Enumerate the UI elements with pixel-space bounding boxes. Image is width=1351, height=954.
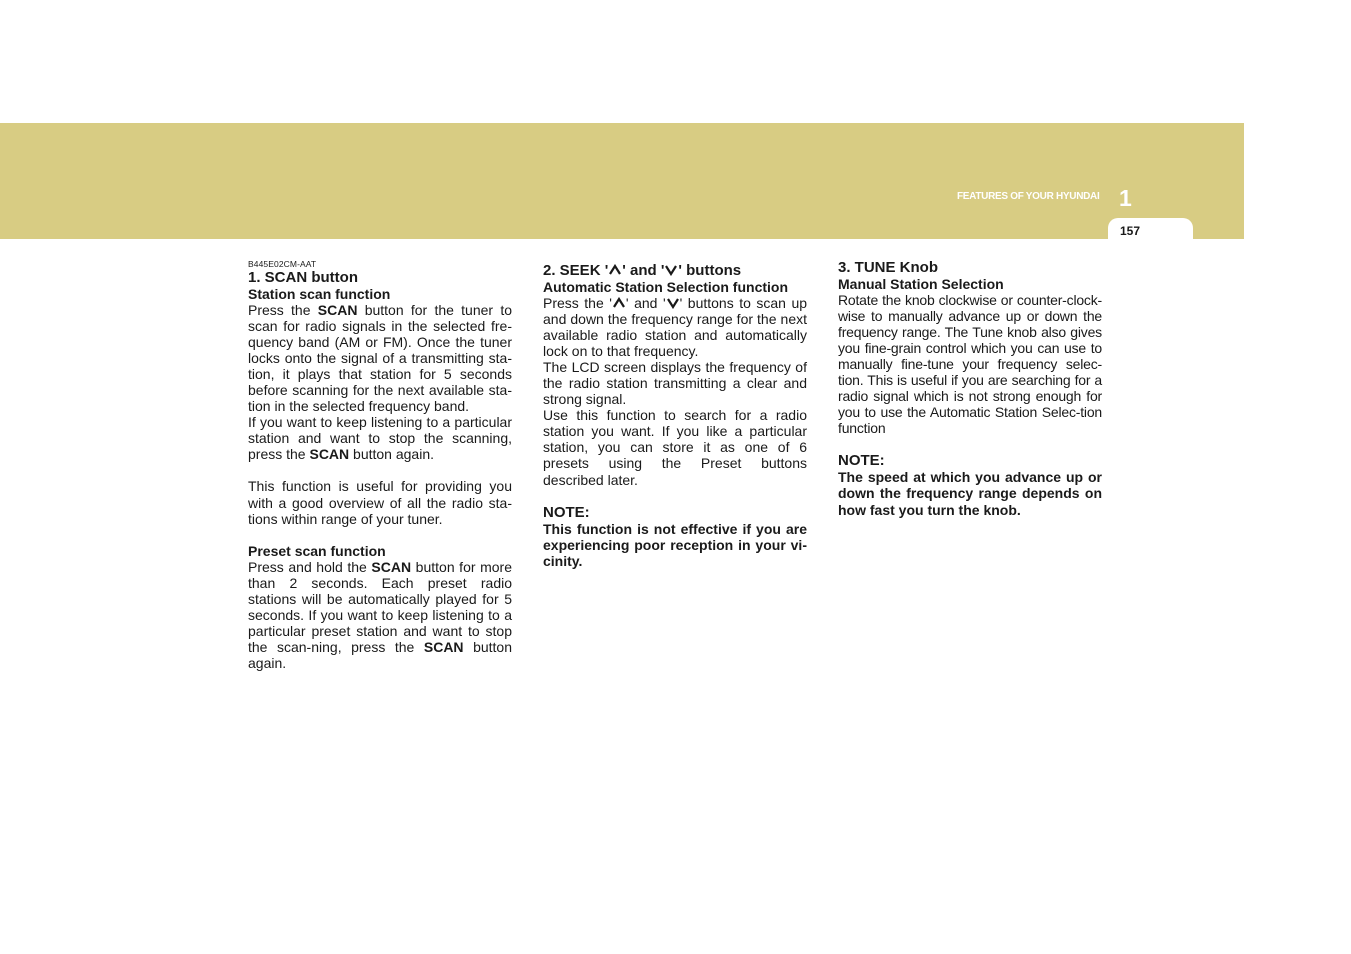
- chevron-up-icon: [608, 264, 622, 276]
- seek-paragraph: Press the ' ' and ' ' buttons to scan up and down the frequency range for the next available radio station and automatically lock on to that frequency.: [543, 295, 808, 360]
- station-scan-paragraph: Press the SCAN button for the tuner to scan for radio signals in the selected fre-quency band (AM or FM). Once the tuner locks onto the signal of a transmitting sta-tion, it plays that station for 5 seconds before scanning for the next available sta-tion in the selected frequency band.: [248, 302, 513, 415]
- overview-paragraph: This function is useful for providing you with a good overview of all the radio sta-tions within range of your tuner.: [248, 478, 512, 527]
- preset-store-paragraph: Use this function to search for a radio station you want. If you like a particular station, you can store it as one of 6 presets using the Preset buttons described later.: [543, 407, 807, 488]
- chevron-up-icon: [612, 297, 626, 309]
- note-heading: NOTE:: [838, 452, 885, 470]
- note-body: This function is not effective if you are experiencing poor reception in your vi-cinity.: [543, 520, 807, 569]
- stop-scan-paragraph: If you want to keep listening to a particular station and want to stop the scanning, press the SCAN button again.: [248, 414, 512, 463]
- note-body: The speed at which you advance up or down the frequency range depends on how fast you turn the knob.: [838, 469, 1102, 518]
- column-seek: [543, 262, 807, 569]
- section-label: FEATURES OF YOUR HYUNDAI: [957, 191, 1100, 202]
- manual-selection-subheading: Manual Station Selection: [838, 276, 1004, 292]
- preset-scan-subheading: Preset scan function: [248, 542, 386, 559]
- section-code: B445E02CM-AAT: [248, 259, 317, 269]
- chapter-number: 1: [1119, 185, 1132, 211]
- seek-heading: 2. SEEK ' ' and ' ' buttons: [543, 262, 742, 279]
- auto-selection-subheading: Automatic Station Selection function: [543, 279, 789, 295]
- column-scan: [248, 259, 512, 671]
- chevron-down-icon: [664, 264, 678, 276]
- scan-heading: 1. SCAN button: [248, 269, 358, 286]
- page-number: 157: [1120, 224, 1141, 238]
- chevron-down-icon: [666, 297, 680, 309]
- column-tune: [838, 259, 1102, 518]
- lcd-paragraph: The LCD screen displays the frequency of the radio station transmitting a clear and strong signal.: [543, 359, 807, 408]
- tune-paragraph: Rotate the knob clockwise or counter-clock-wise to manually advance up or down the frequency range. The Tune knob also gives you fine-grain control which you can use to manually fine-tune your frequency selec-tion. This is useful if you are searching for a radio signal which is not strong enough for you to use the Automatic Station Selec-tion function: [838, 292, 1102, 437]
- tune-heading: 3. TUNE Knob: [838, 259, 938, 276]
- preset-scan-paragraph: Press and hold the SCAN button for more than 2 seconds. Each preset radio stations will be automatically played for 5 seconds. If you want to keep listening to a particular preset station and want to stop the scan-ning, press the SCAN button again.: [248, 558, 513, 671]
- note-heading: NOTE:: [543, 503, 590, 521]
- station-scan-subheading: Station scan function: [248, 286, 391, 302]
- header-band: [0, 123, 1244, 239]
